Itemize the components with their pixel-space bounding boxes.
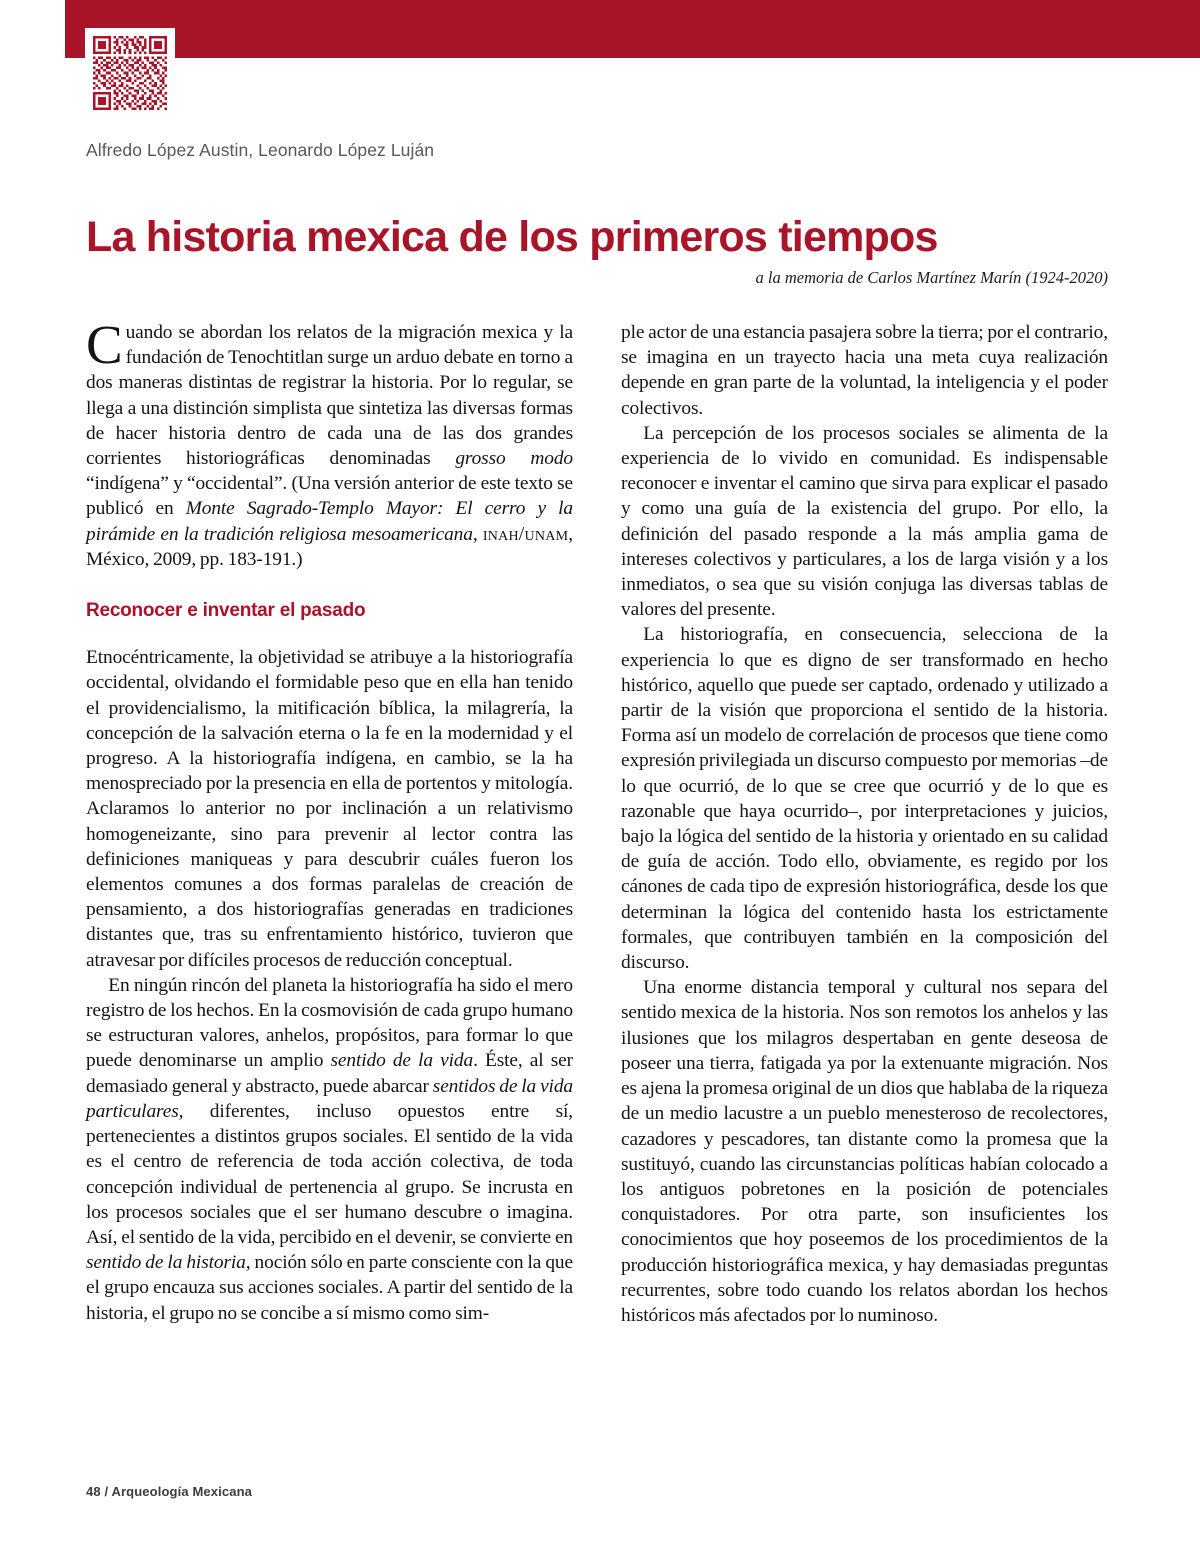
paragraph-3-part-b: . Éste, al ser demasiado general y abstracto, puede abarcar	[86, 1050, 573, 1097]
qr-code[interactable]	[85, 28, 175, 118]
article-body	[86, 314, 1108, 1420]
column-right	[621, 320, 1108, 1328]
paragraph-4: ple actor de una estancia pasajera sobre la tierra; por el contrario, se imagina en un trayecto hacia una meta cuya realización depende en gran parte de la voluntad, la inteligencia y el poder colectivos.	[621, 322, 1108, 419]
page-title: La historia mexica de los primeros tiempos	[86, 212, 938, 261]
paragraph-1-italic-2: Monte Sagrado-Templo Mayor: El cerro y la pirámide en la tradición religiosa mesoamericana	[86, 498, 573, 545]
paragraph-7: Una enorme distancia temporal y cultural nos separa del sentido mexica de la historia. Nos son remotos los anhelos y las ilusiones que los milagros despertaban en gente deseosa de poseer una tierra, fatigada ya por la extenuante migración. Nos es ajena la promesa original de un dios que hablaba de la riqueza de un medio lacustre a un pueblo menesteroso de recolectores, cazadores y pescadores, tan distante como la promesa que la sustituyó, cuando las circunstancias políticas habían colocado a los antiguos pobretones en la posición de potenciales conquistadores. Por otra parte, son insuficientes los conocimientos que hoy poseemos de los procedimientos de la producción historiográfica mexica, y hay demasiadas preguntas recurrentes, sobre todo cuando los relatos abordan los hechos históricos más afectados por lo numinoso.	[621, 977, 1108, 1326]
paragraph-6: La historiografía, en consecuencia, selecciona de la experiencia lo que es digno de ser transformado en hecho histórico, aquello que puede ser captado, ordenado y utilizado a partir de la visión que proporciona el sentido de la historia. Forma así un modelo de correlación de procesos que tiene como expresión privilegiada un discurso compuesto por memorias –de lo que ocurrió, de lo que se cree que ocurrió y de lo que es razonable que haya ocurrido–, por interpretaciones y juicios, bajo la lógica del sentido de la historia y orientado en su calidad de guía de acción. Todo ello, obviamente, es regido por los cánones de cada tipo de expresión historiográfica, desde los que determinan la lógica del contenido hasta los estrictamente formales, que contribuyen también en la composición del discurso.	[621, 624, 1108, 974]
column-left-text	[86, 314, 573, 1326]
qr-code-icon	[93, 36, 167, 110]
paragraph-3-part-a: En ningún rincón del planeta la historiografía ha sido el mero registro de los hechos. En la cosmovisión de cada grupo humano se estructuran valores, anhelos, propósitos, para formar lo que puede denominarse un amplio	[86, 974, 573, 1072]
article-authors: Alfredo López Austin, Leonardo López Luján	[86, 140, 435, 160]
paragraph-3	[86, 973, 573, 1326]
paragraph-1-part-d: , México, 2009, pp. 183-191.)	[86, 523, 573, 570]
paragraph-1	[86, 314, 573, 572]
header-red-band	[65, 0, 1200, 58]
drop-cap: C	[86, 314, 123, 375]
paragraph-1-part-a: uando se abordan los relatos de la migración mexica y la fundación de Tenochtitlan surge un arduo debate en torno a dos maneras distintas de registrar la historia. Por lo regular, se llega a una distinción simplista que sintetiza las diversas formas de hacer historia dentro de cada una de las dos grandes corrientes historiográficas denominadas	[86, 322, 573, 470]
paragraph-3-italic-3: sentido de la historia,	[86, 1252, 251, 1274]
paragraph-3-italic-1: sentido de la vida	[330, 1050, 474, 1072]
paragraph-1-part-b: “indígena” y “occidental”. (Una versión anterior de este texto se publicó en	[86, 473, 573, 520]
paragraph-3-part-c: diferentes, incluso opuestos entre sí, pertenecientes a distintos grupos sociales. El sentido de la vida es el centro de referencia de toda acción colectiva, de toda concepción individual de pertenencia al grupo. Se incrusta en los procesos sociales que el ser humano descubre o imagina. Así, el sentido de la vida, percibido en el devenir, se convierte en	[86, 1100, 573, 1248]
paragraph-5: La percepción de los procesos sociales se alimenta de la experiencia de lo vivido en comunidad. Es indispensable reconocer e inventar el camino que sirva para explicar el pasado y como una guía de la existencia del grupo. Por ello, la definición del pasado responde a la más amplia gama de intereses colectivos y particulares, a los de larga visión y a los inmediatos, o sea que su visión conjuga las diversas tablas de valores del presente.	[621, 422, 1108, 621]
article-dedication: a la memoria de Carlos Martínez Marín (1924-2020)	[755, 268, 1108, 287]
footer-page-label: 48 / Arqueología Mexicana	[86, 1484, 253, 1499]
section-heading-reconocer: Reconocer e inventar el pasado	[86, 600, 366, 622]
paragraph-3-part-d: noción sólo en parte consciente con la que el grupo encauza sus acciones sociales. A partir del sentido de la historia, el grupo no se concibe a sí mismo como sim-	[86, 1252, 573, 1324]
column-right-text	[621, 320, 1108, 1328]
paragraph-1-smallcaps: inah/unam	[482, 522, 569, 545]
paragraph-3-italic-2: sentidos de la vida particulares,	[86, 1075, 573, 1122]
paragraph-1-italic-1: grosso modo	[455, 448, 573, 470]
paragraph-1-part-c: ,	[472, 523, 483, 545]
column-left	[86, 314, 573, 1326]
paragraph-2: Etnocéntricamente, la objetividad se atribuye a la historiografía occidental, olvidando el formidable peso que en ella han tenido el providencialismo, la mitificación bíblica, la milagrería, la concepción de la salvación eterna o la fe en la modernidad y el progreso. A la historiografía indígena, en cambio, se la ha menospreciado por la presencia en ella de portentos y mitología. Aclaramos lo anterior no por inclinación a un relativismo homogeneizante, sino para prevenir al lector contra las definiciones maniqueas y para descubrir cuáles fueron los elementos comunes a dos formas paralelas de creación de pensamiento, a dos historiografías generadas en tradiciones distantes que, tras su enfrentamiento histórico, tuvieron que atravesar por difíciles procesos de reducción conceptual.	[86, 647, 573, 971]
